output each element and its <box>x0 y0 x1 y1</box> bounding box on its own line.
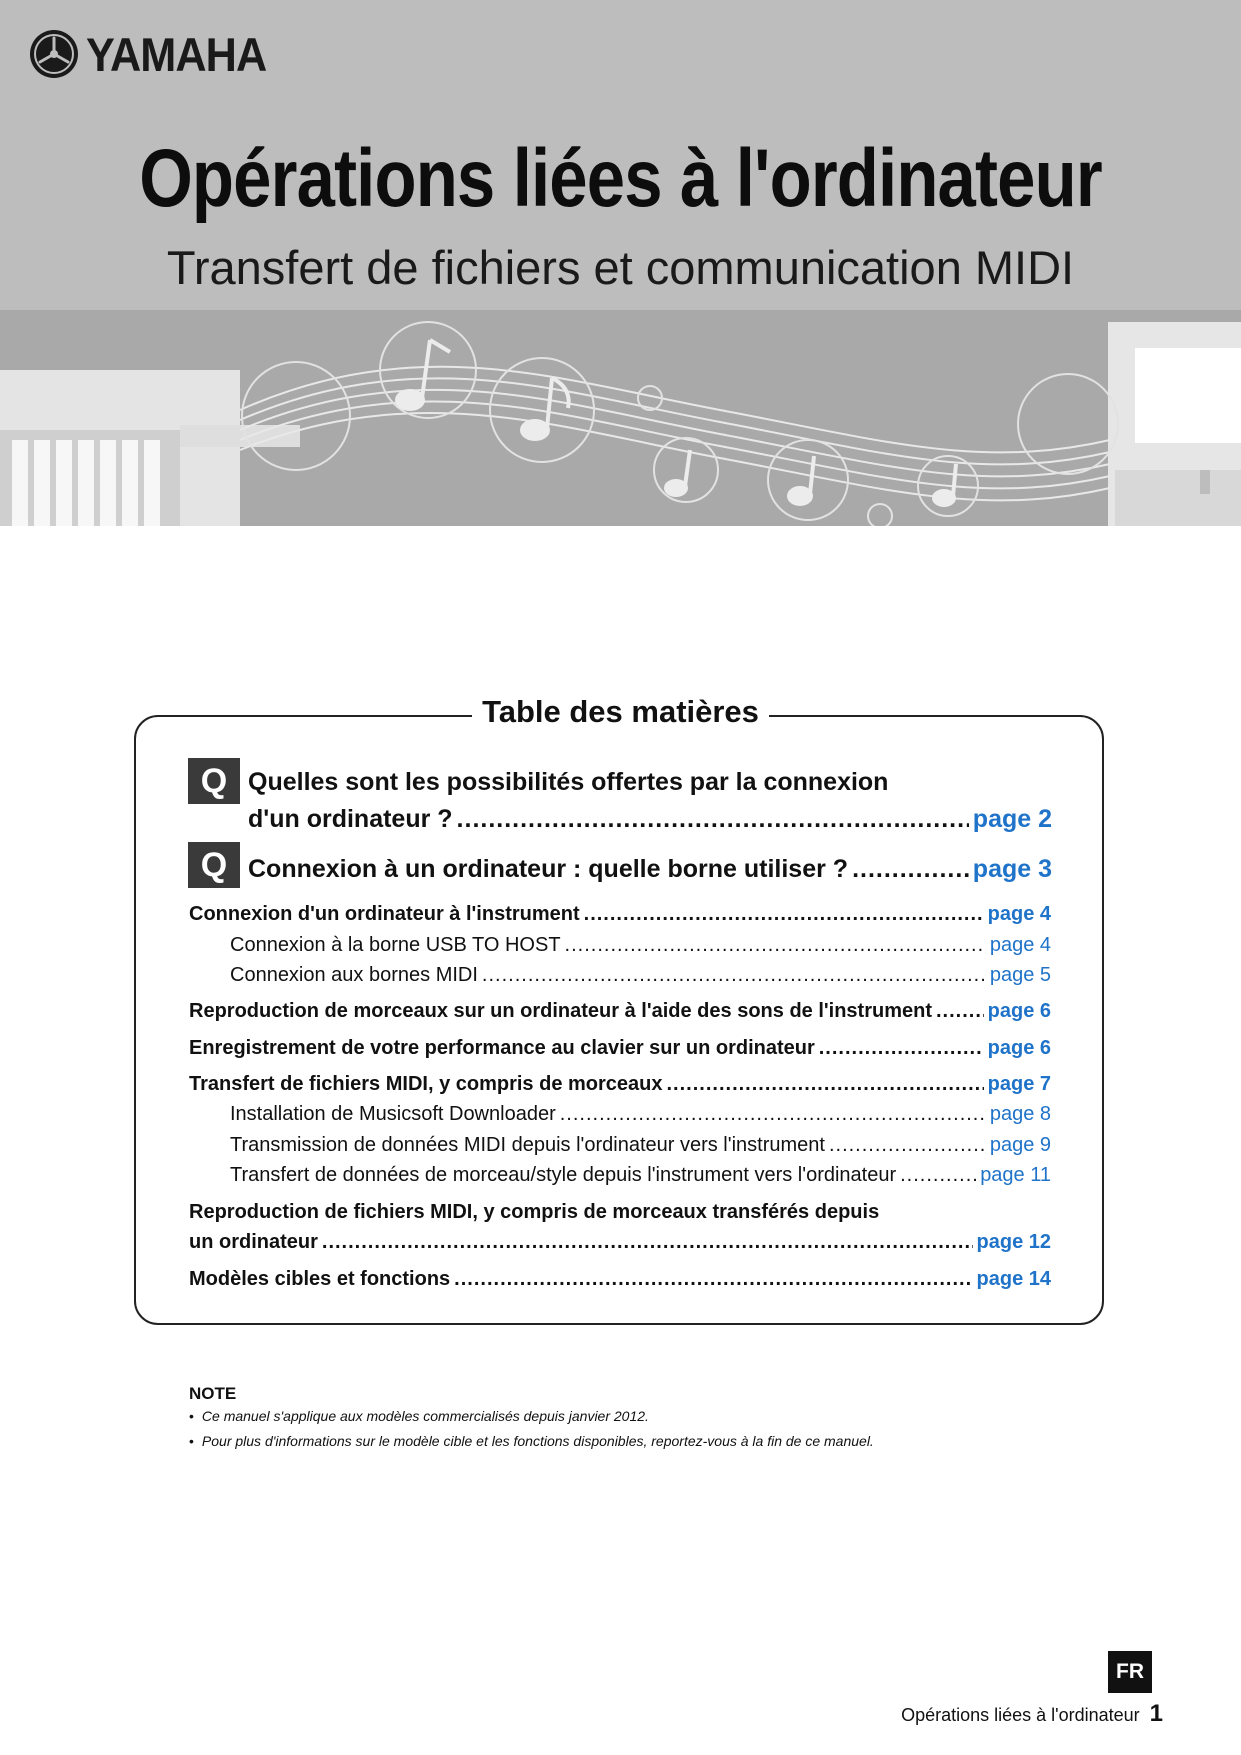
leader-dots <box>565 934 986 957</box>
toc-subentry[interactable] <box>230 1129 1051 1157</box>
toc-subentry[interactable] <box>230 1098 1051 1126</box>
toc-page-link[interactable]: page 11 <box>980 1164 1051 1186</box>
page-number: 1 <box>1149 1700 1163 1727</box>
note-item-text: Ce manuel s'applique aux modèles commercialisés depuis janvier 2012. <box>201 1408 649 1424</box>
leader-dots <box>936 1000 984 1023</box>
document-title: Opérations liées à l'ordinateur <box>139 133 1102 224</box>
toc-entry[interactable] <box>189 995 1051 1023</box>
question-badge: Q <box>188 842 240 888</box>
leader-dots <box>584 903 984 926</box>
toc-subentry[interactable] <box>230 959 1051 987</box>
yamaha-logo <box>28 28 282 80</box>
toc-entry-label: Installation de Musicsoft Downloader <box>230 1103 556 1125</box>
question-2-page-link[interactable]: page 3 <box>972 855 1052 883</box>
toc-entry[interactable] <box>189 1068 1051 1096</box>
toc-page-link[interactable]: page 6 <box>987 1037 1051 1059</box>
leader-dots <box>560 1103 986 1126</box>
toc-entry-label: Reproduction de morceaux sur un ordinateur à l'aide des sons de l'instrument <box>189 1000 932 1022</box>
leader-dots <box>322 1231 973 1254</box>
question-1-line1: Quelles sont les possibilités offertes par la connexion <box>248 768 889 796</box>
note-title: NOTE <box>189 1384 237 1403</box>
leader-dots <box>829 1134 986 1157</box>
header-banner <box>0 0 1241 526</box>
note-item <box>189 1433 874 1449</box>
toc-entry-label: Transfert de fichiers MIDI, y compris de morceaux <box>189 1073 663 1095</box>
toc-entry-line2[interactable] <box>189 1226 1051 1254</box>
language-badge: FR <box>1108 1651 1152 1693</box>
toc-page-link[interactable]: page 7 <box>987 1073 1051 1095</box>
toc-heading <box>0 694 1241 730</box>
toc-heading-text: Table des matières <box>472 694 769 729</box>
leader-dots <box>482 964 986 987</box>
toc-page-link[interactable]: page 8 <box>989 1103 1051 1125</box>
note-item-text: Pour plus d'informations sur le modèle cible et les fonctions disponibles, reportez-vous à la fin de ce manuel. <box>201 1433 874 1449</box>
leader-dots <box>819 1037 984 1060</box>
toc-question-2[interactable] <box>188 842 1052 890</box>
leader-dots <box>667 1073 984 1096</box>
toc-page-link[interactable]: page 5 <box>989 964 1051 986</box>
toc-entry[interactable] <box>189 1263 1051 1291</box>
bullet: • <box>189 1408 194 1424</box>
page-footer <box>901 1700 1163 1728</box>
toc-entry-label: Connexion aux bornes MIDI <box>230 964 478 986</box>
question-1-line2: d'un ordinateur ? <box>248 805 453 833</box>
toc-entry-label: Transfert de données de morceau/style depuis l'instrument vers l'ordinateur <box>230 1164 897 1186</box>
note-item <box>189 1408 649 1424</box>
toc-entry-label: Reproduction de fichiers MIDI, y compris de morceaux transférés depuis <box>189 1201 880 1223</box>
toc-entry[interactable] <box>189 1032 1051 1060</box>
question-1-line2-row <box>248 802 1052 834</box>
toc-entry-label: un ordinateur <box>189 1231 318 1253</box>
toc-page-link[interactable]: page 9 <box>989 1134 1051 1156</box>
toc-subentry[interactable] <box>230 929 1051 957</box>
question-2-row <box>248 852 1052 884</box>
leader-dots <box>457 805 969 834</box>
toc-page-link[interactable]: page 4 <box>989 934 1051 956</box>
document-subtitle: Transfert de fichiers et communication MIDI <box>166 241 1075 294</box>
toc-page-link[interactable]: page 4 <box>987 903 1051 925</box>
bullet: • <box>189 1433 194 1449</box>
toc-question-1[interactable] <box>188 758 1052 838</box>
yamaha-emblem-icon <box>28 28 80 80</box>
toc-subentry[interactable] <box>230 1159 1051 1187</box>
footer-doc-title: Opérations liées à l'ordinateur <box>901 1705 1140 1725</box>
leader-dots <box>900 1164 976 1187</box>
toc-page-link[interactable]: page 12 <box>976 1231 1051 1253</box>
question-1-page-link[interactable]: page 2 <box>972 805 1052 833</box>
question-2-text: Connexion à un ordinateur : quelle borne utiliser ? <box>248 855 849 883</box>
yamaha-wordmark: YAMAHA <box>86 27 267 81</box>
leader-dots <box>852 855 969 884</box>
toc-entry-line1[interactable] <box>189 1196 1051 1224</box>
toc-entry[interactable] <box>189 898 1051 926</box>
leader-dots <box>454 1268 972 1291</box>
toc-entry-label: Modèles cibles et fonctions <box>189 1268 451 1290</box>
toc-entry-label: Enregistrement de votre performance au clavier sur un ordinateur <box>189 1037 815 1059</box>
question-badge: Q <box>188 758 240 804</box>
toc-entry-label: Transmission de données MIDI depuis l'ordinateur vers l'instrument <box>230 1134 825 1156</box>
toc-page-link[interactable]: page 14 <box>976 1268 1051 1290</box>
toc-entry-label: Connexion d'un ordinateur à l'instrument <box>189 903 580 925</box>
toc-page-link[interactable]: page 6 <box>987 1000 1051 1022</box>
toc-entry-label: Connexion à la borne USB TO HOST <box>230 934 561 956</box>
